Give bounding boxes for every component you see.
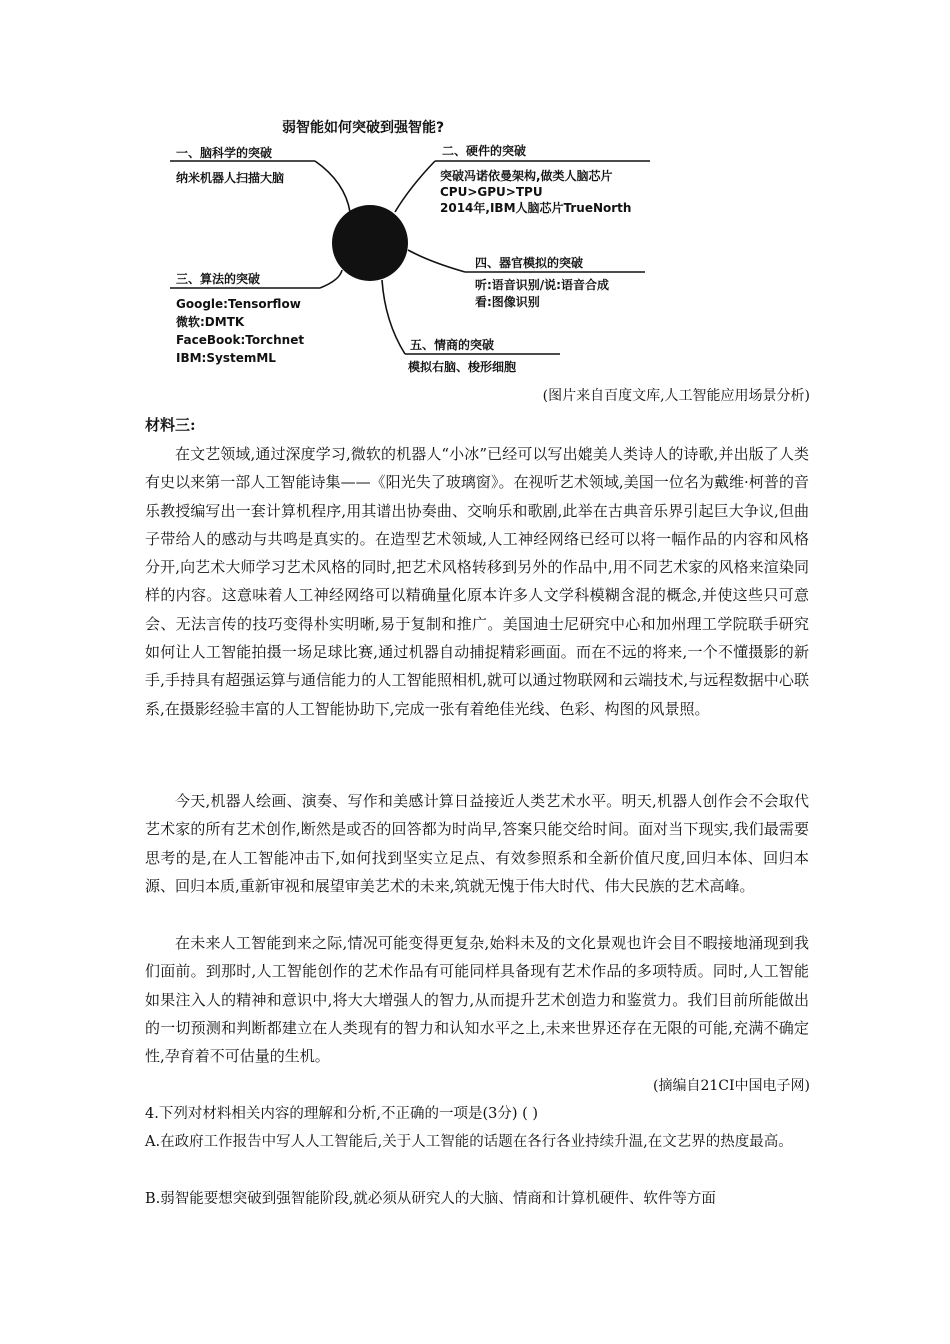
paragraph-3: 在未来人工智能到来之际,情况可能变得更复杂,始料未及的文化景观也许会目不暇接地涌现到我们面前。到那时,人工智能创作的艺术作品有可能同样具备现有艺术作品的多项特质。同时,人工智能如果注入人的精神和意识中,将大大增强人的智力,从而提升艺术创造力和鉴赏力。我们目前所能做出的一切预测和判断都建立在人类现有的智力和认知水平之上,未来世界还存在无限的可能,充满不确定性,孕育着不可估量的生机。 xyxy=(145,934,809,1066)
source-citation: (摘编自21CI中国电子网) xyxy=(653,1078,810,1094)
branch-4-line: 听:语音识别/说:语音合成 xyxy=(475,278,609,292)
branch-2-line: 突破冯诺依曼架构,做类人脑芯片 xyxy=(440,169,613,183)
branch-1-line: 纳米机器人扫描大脑 xyxy=(176,171,285,185)
branch-4-heading: 四、器官模拟的突破 xyxy=(475,256,584,270)
branch-3-line: 微软:DMTK xyxy=(176,315,245,329)
branch-2-heading: 二、硬件的突破 xyxy=(442,144,527,158)
branch-5-heading: 五、情商的突破 xyxy=(410,338,495,352)
branch-2-line: CPU>GPU>TPU xyxy=(440,185,543,199)
diagram-center-circle xyxy=(332,205,408,281)
branch-2-line: 2014年,IBM人脑芯片TrueNorth xyxy=(440,201,632,215)
branch-1-heading: 一、脑科学的突破 xyxy=(176,146,273,160)
question-stem: 4.下列对材料相关内容的理解和分析,不正确的一项是(3分) ( ) xyxy=(145,1106,539,1122)
branch-3-line: Google:Tensorflow xyxy=(176,297,301,311)
diagram-title: 弱智能如何突破到强智能? xyxy=(282,120,445,136)
ai-breakthrough-diagram xyxy=(170,112,660,380)
material-heading: 材料三: xyxy=(145,416,196,434)
branch-3-line: FaceBook:Torchnet xyxy=(176,333,305,347)
branch-5-line: 模拟右脑、梭形细胞 xyxy=(408,360,517,374)
branch-4-line: 看:图像识别 xyxy=(475,295,540,309)
paragraph-1: 在文艺领域,通过深度学习,微软的机器人“小冰”已经可以写出媲美人类诗人的诗歌,并出版了人类有史以来第一部人工智能诗集——《阳光失了玻璃窗》。在视听艺术领域,美国一位名为戴维·柯普的音乐教授编写出一套计算机程序,用其谱出协奏曲、交响乐和歌剧,此举在古典音乐界引起巨大争议,但曲子带给人的感动与共鸣是真实的。在造型艺术领域,人工神经网络已经可以将一幅作品的内容和风格分开,向艺术大师学习艺术风格的同时,把艺术风格转移到另外的作品中,用不同艺术家的风格来渲染同样的内容。这意味着人工神经网络可以精确量化原本许多人文学科模糊含混的概念,并使这些只可意会、无法言传的技巧变得朴实明晰,易于复制和推广。美国迪士尼研究中心和加州理工学院联手研究如何让人工智能拍摄一场足球比赛,通过机器自动捕捉精彩画面。而在不远的将来,一个不懂摄影的新手,手持具有超强运算与通信能力的人工智能照相机,就可以通过物联网和云端技术,与远程数据中心联系,在摄影经验丰富的人工智能协助下,完成一张有着绝佳光线、色彩、构图的风景照。 xyxy=(145,445,809,718)
figure-caption: (图片来自百度文库,人工智能应用场景分析) xyxy=(542,388,810,404)
question-option-a: A.在政府工作报告中写人人工智能后,关于人工智能的话题在各行各业持续升温,在文艺界的热度最高。 xyxy=(145,1134,793,1150)
branch-3-heading: 三、算法的突破 xyxy=(176,272,261,286)
question-option-b: B.弱智能要想突破到强智能阶段,就必须从研究人的大脑、情商和计算机硬件、软件等方面 xyxy=(145,1191,716,1207)
branch-3-line: IBM:SystemML xyxy=(176,351,276,365)
paragraph-2: 今天,机器人绘画、演奏、写作和美感计算日益接近人类艺术水平。明天,机器人创作会不会取代艺术家的所有艺术创作,断然是或否的回答都为时尚早,答案只能交给时间。面对当下现实,我们最需要思考的是,在人工智能冲击下,如何找到坚实立足点、有效参照系和全新价值尺度,回归本体、回归本源、回归本质,重新审视和展望审美艺术的未来,筑就无愧于伟大时代、伟大民族的艺术高峰。 xyxy=(145,792,809,895)
